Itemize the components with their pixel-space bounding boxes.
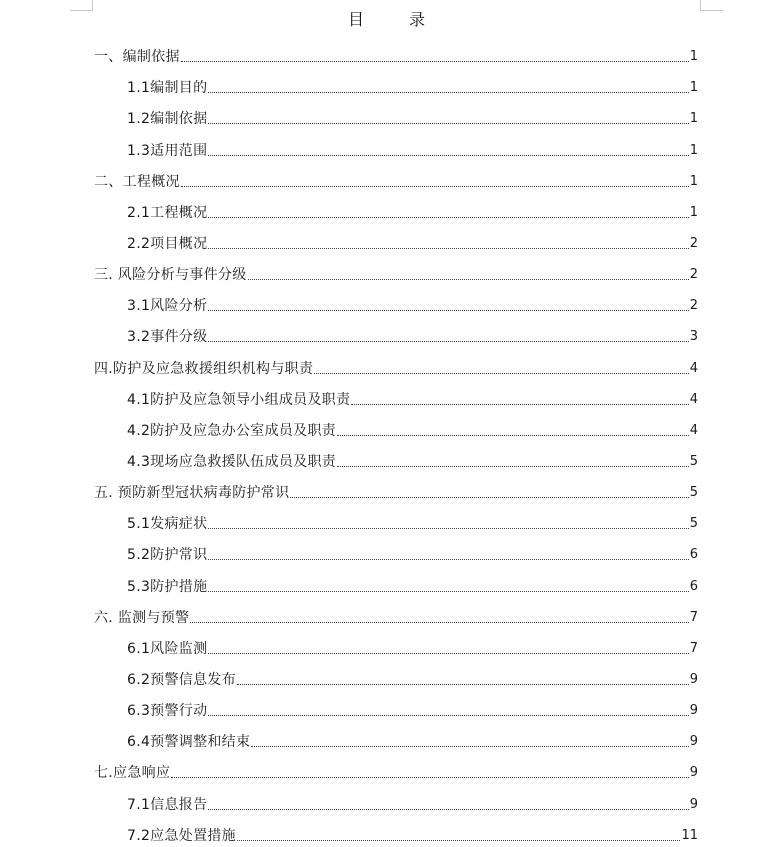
toc-dot-leader — [248, 279, 689, 280]
toc-entry-text[interactable]: 7.2应急处置措施 — [127, 827, 236, 844]
toc-page-number: 7 — [689, 640, 698, 656]
toc-page-number: 6 — [689, 578, 698, 594]
toc-dot-leader — [208, 809, 688, 810]
toc-subsection-entry[interactable] — [0, 784, 779, 815]
toc-page-number: 1 — [689, 49, 698, 65]
toc-entry-text[interactable]: 五. 预防新型冠状病毒防护常识 — [94, 485, 290, 502]
toc-page-number: 9 — [689, 671, 698, 687]
toc-page-number: 9 — [689, 796, 698, 812]
toc-subsection-entry[interactable] — [0, 380, 779, 411]
toc-page-number: 9 — [689, 765, 698, 781]
toc-subsection-entry[interactable] — [0, 130, 779, 161]
toc-subsection-entry[interactable] — [0, 411, 779, 442]
toc-subsection-entry[interactable] — [0, 566, 779, 597]
toc-page-number: 9 — [689, 734, 698, 750]
toc-dot-leader — [181, 186, 689, 187]
toc-page-number: 2 — [689, 267, 698, 283]
toc-entry-text[interactable]: 5.2防护常识 — [127, 547, 208, 564]
toc-section-entry[interactable] — [0, 473, 779, 504]
toc-dot-leader — [208, 248, 688, 249]
toc-dot-leader — [208, 591, 688, 592]
toc-page-number: 2 — [689, 298, 698, 314]
toc-page-number: 1 — [689, 111, 698, 127]
toc-section-entry[interactable] — [0, 162, 779, 193]
toc-entry-text[interactable]: 二、工程概况 — [94, 173, 180, 190]
toc-dot-leader — [208, 653, 688, 654]
toc-dot-leader — [290, 497, 688, 498]
toc-dot-leader — [337, 435, 689, 436]
toc-entry-text[interactable]: 1.3适用范围 — [127, 142, 208, 159]
toc-subsection-entry[interactable] — [0, 660, 779, 691]
toc-subsection-entry[interactable] — [0, 68, 779, 99]
toc-entry-text[interactable]: 6.2预警信息发布 — [127, 671, 236, 688]
toc-page-number: 3 — [689, 329, 698, 345]
toc-section-entry[interactable] — [0, 255, 779, 286]
toc-dot-leader — [208, 155, 688, 156]
toc-dot-leader — [251, 746, 688, 747]
toc-entry-text[interactable]: 四.防护及应急救援组织机构与职责 — [94, 360, 314, 377]
toc-dot-leader — [190, 622, 688, 623]
toc-dot-leader — [171, 777, 688, 778]
toc-page-number: 4 — [689, 360, 698, 376]
toc-entry-text[interactable]: 6.3预警行动 — [127, 703, 208, 720]
toc-page-number: 1 — [689, 204, 698, 220]
toc-page-number: 1 — [689, 142, 698, 158]
toc-entry-text[interactable]: 2.2项目概况 — [127, 235, 208, 252]
toc-entry-text[interactable]: 七.应急响应 — [94, 765, 171, 782]
toc-page-number: 1 — [689, 80, 698, 96]
toc-subsection-entry[interactable] — [0, 816, 779, 847]
toc-entry-text[interactable]: 一、编制依据 — [94, 49, 180, 66]
toc-page-number: 2 — [689, 235, 698, 251]
toc-page-number: 5 — [689, 453, 698, 469]
toc-subsection-entry[interactable] — [0, 535, 779, 566]
toc-dot-leader — [181, 61, 689, 62]
toc-entry-text[interactable]: 3.2事件分级 — [127, 329, 208, 346]
toc-dot-leader — [208, 559, 688, 560]
toc-subsection-entry[interactable] — [0, 317, 779, 348]
toc-subsection-entry[interactable] — [0, 99, 779, 130]
toc-page-number: 1 — [689, 173, 698, 189]
toc-entry-text[interactable]: 1.2编制依据 — [127, 111, 208, 128]
toc-subsection-entry[interactable] — [0, 504, 779, 535]
toc-dot-leader — [208, 123, 688, 124]
toc-subsection-entry[interactable] — [0, 286, 779, 317]
toc-dot-leader — [208, 341, 688, 342]
toc-entry-text[interactable]: 3.1风险分析 — [127, 298, 208, 315]
toc-entry-text[interactable]: 2.1工程概况 — [127, 204, 208, 221]
toc-entry-text[interactable]: 7.1信息报告 — [127, 796, 208, 813]
toc-title: 目 录 — [347, 10, 446, 29]
toc-section-entry[interactable] — [0, 37, 779, 68]
toc-entry-text[interactable]: 6.1风险监测 — [127, 640, 208, 657]
toc-dot-leader — [337, 466, 689, 467]
toc-entry-text[interactable]: 六. 监测与预警 — [94, 609, 190, 626]
toc-page-number: 4 — [689, 391, 698, 407]
toc-entry-text[interactable]: 4.2防护及应急办公室成员及职责 — [127, 422, 337, 439]
toc-entry-text[interactable]: 4.1防护及应急领导小组成员及职责 — [127, 391, 351, 408]
toc-entry-text[interactable]: 1.1编制目的 — [127, 80, 208, 97]
toc-entry-text[interactable]: 6.4预警调整和结束 — [127, 734, 251, 751]
toc-section-entry[interactable] — [0, 348, 779, 379]
toc-section-entry[interactable] — [0, 753, 779, 784]
toc-page-number: 5 — [689, 485, 698, 501]
toc-page-number: 11 — [681, 827, 698, 843]
toc-page-number: 9 — [689, 703, 698, 719]
toc-page-number: 6 — [689, 547, 698, 563]
toc-entry-text[interactable]: 5.1发病症状 — [127, 516, 208, 533]
toc-section-entry[interactable] — [0, 598, 779, 629]
toc-dot-leader — [208, 310, 688, 311]
toc-dot-leader — [208, 92, 688, 93]
toc-page-number: 4 — [689, 422, 698, 438]
toc-dot-leader — [208, 528, 688, 529]
toc-subsection-entry[interactable] — [0, 722, 779, 753]
toc-dot-leader — [208, 715, 688, 716]
toc-subsection-entry[interactable] — [0, 442, 779, 473]
toc-subsection-entry[interactable] — [0, 691, 779, 722]
toc-entry-text[interactable]: 4.3现场应急救援队伍成员及职责 — [127, 453, 337, 470]
toc-subsection-entry[interactable] — [0, 629, 779, 660]
toc-page-number: 7 — [689, 609, 698, 625]
toc-page-number: 5 — [689, 516, 698, 532]
toc-entry-text[interactable]: 5.3防护措施 — [127, 578, 208, 595]
toc-subsection-entry[interactable] — [0, 224, 779, 255]
toc-dot-leader — [237, 840, 680, 841]
toc-entry-text[interactable]: 三. 风险分析与事件分级 — [94, 267, 247, 284]
toc-dot-leader — [351, 404, 688, 405]
toc-dot-leader — [314, 373, 688, 374]
toc-dot-leader — [208, 217, 688, 218]
toc-subsection-entry[interactable] — [0, 193, 779, 224]
table-of-contents — [0, 37, 779, 847]
toc-dot-leader — [237, 684, 689, 685]
